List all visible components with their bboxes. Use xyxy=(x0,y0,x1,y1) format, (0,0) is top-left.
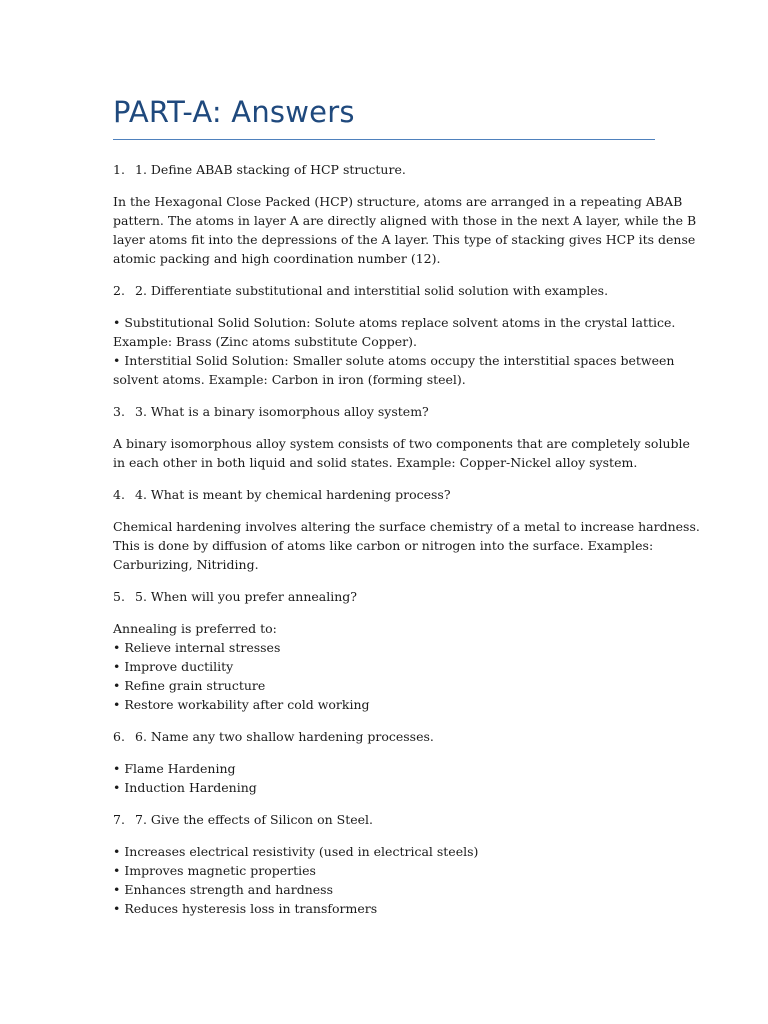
answer-line: • Improve ductility xyxy=(113,659,234,674)
question-text: 6. Name any two shallow hardening processes. xyxy=(135,729,434,744)
question-3 xyxy=(113,402,658,421)
answer-line: This is done by diffusion of atoms like carbon or nitrogen into the surface. Examples: xyxy=(113,538,654,553)
answer-line: Carburizing, Nitriding. xyxy=(113,557,259,572)
question-text: 4. What is meant by chemical hardening process? xyxy=(135,487,451,502)
question-6 xyxy=(113,727,658,746)
answer-1 xyxy=(113,192,697,268)
answer-6 xyxy=(113,759,658,797)
answer-line: • Improves magnetic properties xyxy=(113,863,316,878)
question-1 xyxy=(113,160,658,179)
answer-line: • Relieve internal stresses xyxy=(113,640,281,655)
question-number: 5. xyxy=(113,589,125,604)
answer-line: • Restore workability after cold working xyxy=(113,697,370,712)
answer-line: atomic packing and high coordination number (12). xyxy=(113,251,441,266)
answer-line: Chemical hardening involves altering the surface chemistry of a metal to increase hardness. xyxy=(113,519,700,534)
answer-line: • Increases electrical resistivity (used in electrical steels) xyxy=(113,844,479,859)
answer-3 xyxy=(113,434,690,472)
question-number: 3. xyxy=(113,404,125,419)
question-5 xyxy=(113,587,658,606)
question-number: 2. xyxy=(113,283,125,298)
question-number: 4. xyxy=(113,487,125,502)
question-text: 3. What is a binary isomorphous alloy system? xyxy=(135,404,429,419)
answer-line: • Enhances strength and hardness xyxy=(113,882,334,897)
title-underline xyxy=(113,139,655,140)
question-number: 7. xyxy=(113,812,125,827)
answer-2 xyxy=(113,313,676,389)
answer-line: pattern. The atoms in layer A are directly aligned with those in the next A layer, while the B xyxy=(113,213,697,228)
answer-line: solvent atoms. Example: Carbon in iron (forming steel). xyxy=(113,372,466,387)
question-7 xyxy=(113,810,658,829)
answer-line: • Interstitial Solid Solution: Smaller solute atoms occupy the interstitial spaces between xyxy=(113,353,675,368)
answer-line: • Refine grain structure xyxy=(113,678,266,693)
answer-line: Annealing is preferred to: xyxy=(113,621,277,636)
question-4 xyxy=(113,485,658,504)
question-text: 2. Differentiate substitutional and interstitial solid solution with examples. xyxy=(135,283,609,298)
answer-7 xyxy=(113,842,658,918)
answer-line: • Reduces hysteresis loss in transformers xyxy=(113,901,378,916)
answer-line: A binary isomorphous alloy system consists of two components that are completely soluble xyxy=(113,436,690,451)
question-number: 6. xyxy=(113,729,125,744)
answer-line: Example: Brass (Zinc atoms substitute Copper). xyxy=(113,334,417,349)
question-2 xyxy=(113,281,658,300)
answer-line: layer atoms fit into the depressions of the A layer. This type of stacking gives HCP its dense xyxy=(113,232,696,247)
answer-line: • Flame Hardening xyxy=(113,761,236,776)
question-text: 7. Give the effects of Silicon on Steel. xyxy=(135,812,373,827)
page-title: PART-A: Answers xyxy=(113,95,355,129)
question-number: 1. xyxy=(113,162,125,177)
question-text: 5. When will you prefer annealing? xyxy=(135,589,357,604)
answer-5 xyxy=(113,619,658,714)
answer-4 xyxy=(113,517,700,574)
question-text: 1. Define ABAB stacking of HCP structure. xyxy=(135,162,406,177)
answer-line: in each other in both liquid and solid states. Example: Copper-Nickel alloy system. xyxy=(113,455,638,470)
answer-line: • Induction Hardening xyxy=(113,780,257,795)
answer-line: • Substitutional Solid Solution: Solute atoms replace solvent atoms in the crystal lattice. xyxy=(113,315,676,330)
document-body xyxy=(113,160,700,931)
answer-line: In the Hexagonal Close Packed (HCP) structure, atoms are arranged in a repeating ABAB xyxy=(113,194,683,209)
